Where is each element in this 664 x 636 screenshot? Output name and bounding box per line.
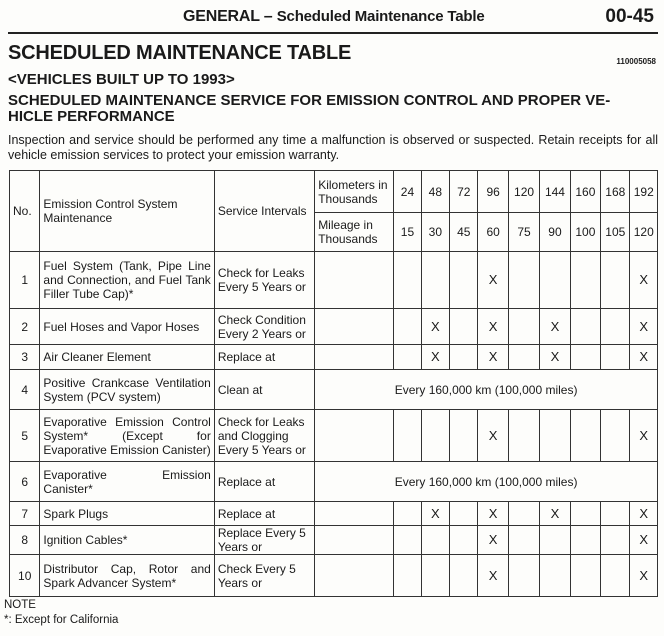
row-mark-cell <box>601 410 630 462</box>
row-number: 3 <box>10 345 40 370</box>
row-mark-cell <box>421 526 449 555</box>
row-mark-cell <box>508 252 539 309</box>
header-km-24: 24 <box>394 171 421 213</box>
row-mark-cell <box>540 252 570 309</box>
row-mark-cell <box>394 252 421 309</box>
row-spacer <box>315 309 394 345</box>
row-mark-cell <box>394 345 421 370</box>
row-mark-cell: X <box>540 502 570 526</box>
row-mark-cell <box>450 555 478 597</box>
header-dash: – <box>263 8 273 25</box>
row-item: Evaporative Emission Control System* (Except for Evaporative Emission Canister) <box>40 410 214 462</box>
row-mark-cell <box>394 502 421 526</box>
header-km-160: 160 <box>570 171 600 213</box>
row-mark-cell: X <box>540 345 570 370</box>
row-mark-cell <box>570 410 600 462</box>
header-mi-30: 30 <box>421 213 449 252</box>
row-number: 1 <box>10 252 40 309</box>
row-interval: Replace at <box>214 462 314 502</box>
row-number: 6 <box>10 462 40 502</box>
row-mark-cell <box>601 345 630 370</box>
header-row-km <box>10 171 658 213</box>
header-mi-label: Mileage in Thousands <box>315 213 394 252</box>
row-mark-cell <box>601 526 630 555</box>
header-mi-100: 100 <box>570 213 600 252</box>
row-mark-cell <box>508 345 539 370</box>
row-mark-cell: X <box>630 252 658 309</box>
header-km-label: Kilometers in Thousands <box>315 171 394 213</box>
row-mark-cell: X <box>478 345 508 370</box>
header-km-72: 72 <box>450 171 478 213</box>
note-text: *: Except for California <box>4 614 119 626</box>
row-mark-cell <box>421 252 449 309</box>
row-spacer <box>315 252 394 309</box>
table-row <box>10 252 658 309</box>
table-row <box>10 345 658 370</box>
table-row <box>10 370 658 410</box>
row-item: Air Cleaner Element <box>40 345 214 370</box>
table-row <box>10 555 658 597</box>
header-km-120: 120 <box>508 171 539 213</box>
header-km-168: 168 <box>601 171 630 213</box>
header-subtitle: Scheduled Maintenance Table <box>276 8 485 25</box>
row-mark-cell <box>508 526 539 555</box>
header-km-192: 192 <box>630 171 658 213</box>
row-mark-cell: X <box>630 555 658 597</box>
page-header <box>8 0 658 34</box>
row-spacer <box>315 502 394 526</box>
row-mark-cell <box>601 502 630 526</box>
row-item: Evaporative Emission Canister* <box>40 462 214 502</box>
row-interval: Check Every 5 Years or <box>214 555 314 597</box>
row-interval: Replace Every 5 Years or <box>214 526 314 555</box>
header-title <box>183 8 484 26</box>
row-mark-cell <box>570 345 600 370</box>
row-mark-cell: X <box>478 555 508 597</box>
row-mark-cell <box>421 555 449 597</box>
header-mi-15: 15 <box>394 213 421 252</box>
row-mark-cell <box>540 555 570 597</box>
header-km-96: 96 <box>478 171 508 213</box>
row-interval: Replace at <box>214 345 314 370</box>
row-number: 7 <box>10 502 40 526</box>
row-mark-cell <box>394 410 421 462</box>
row-interval: Check for Leaks Every 5 Years or <box>214 252 314 309</box>
row-item: Fuel System (Tank, Pipe Line and Connection, and Fuel Tank Filler Tube Cap)* <box>40 252 214 309</box>
row-mark-cell <box>450 526 478 555</box>
row-item: Fuel Hoses and Vapor Hoses <box>40 309 214 345</box>
section-heading-line-2: HICLE PERFORMANCE <box>8 108 175 125</box>
row-mark-cell <box>540 526 570 555</box>
table-row <box>10 502 658 526</box>
row-mark-cell: X <box>478 309 508 345</box>
header-no: No. <box>10 171 40 252</box>
table-row <box>10 309 658 345</box>
row-mark-cell: X <box>540 309 570 345</box>
row-mark-cell: X <box>630 345 658 370</box>
row-mark-cell <box>601 309 630 345</box>
page-title: SCHEDULED MAINTENANCE TABLE <box>8 42 352 64</box>
row-mark-cell: X <box>421 345 449 370</box>
row-mark-cell: X <box>630 526 658 555</box>
row-item: Distributor Cap, Rotor and Spark Advancer System* <box>40 555 214 597</box>
row-spacer <box>315 526 394 555</box>
document-id: 110005058 <box>616 57 656 66</box>
row-mark-cell <box>450 502 478 526</box>
row-mark-cell <box>570 526 600 555</box>
row-mark-cell: X <box>630 410 658 462</box>
row-mark-cell <box>394 555 421 597</box>
row-number: 2 <box>10 309 40 345</box>
row-mark-cell <box>601 252 630 309</box>
page-number: 00-45 <box>605 6 654 27</box>
row-interval-span: Every 160,000 km (100,000 miles) <box>315 462 658 502</box>
row-mark-cell <box>450 345 478 370</box>
header-section: GENERAL <box>183 8 260 25</box>
row-mark-cell <box>570 252 600 309</box>
table-row <box>10 410 658 462</box>
row-spacer <box>315 555 394 597</box>
row-mark-cell <box>570 502 600 526</box>
row-item: Spark Plugs <box>40 502 214 526</box>
header-item: Emission Control System Maintenance <box>40 171 214 252</box>
row-mark-cell <box>540 410 570 462</box>
row-mark-cell: X <box>421 502 449 526</box>
row-mark-cell <box>450 410 478 462</box>
row-spacer <box>315 410 394 462</box>
row-number: 5 <box>10 410 40 462</box>
row-mark-cell <box>601 555 630 597</box>
row-mark-cell <box>508 502 539 526</box>
header-mi-120: 120 <box>630 213 658 252</box>
row-mark-cell <box>394 526 421 555</box>
header-mi-60: 60 <box>478 213 508 252</box>
maintenance-table <box>9 170 658 597</box>
row-spacer <box>315 345 394 370</box>
row-mark-cell <box>421 410 449 462</box>
footnote <box>4 598 118 628</box>
row-interval: Clean at <box>214 370 314 410</box>
row-mark-cell <box>508 410 539 462</box>
row-mark-cell <box>394 309 421 345</box>
row-item: Positive Crankcase Ventilation System (PCV system) <box>40 370 214 410</box>
row-number: 4 <box>10 370 40 410</box>
header-interval: Service Intervals <box>214 171 314 252</box>
row-interval: Replace at <box>214 502 314 526</box>
row-number: 10 <box>10 555 40 597</box>
row-item: Ignition Cables* <box>40 526 214 555</box>
note-label: NOTE <box>4 599 36 611</box>
table-row <box>10 462 658 502</box>
row-mark-cell <box>450 309 478 345</box>
row-mark-cell <box>508 309 539 345</box>
row-mark-cell <box>508 555 539 597</box>
row-mark-cell <box>570 555 600 597</box>
row-number: 8 <box>10 526 40 555</box>
row-mark-cell: X <box>478 502 508 526</box>
header-km-144: 144 <box>540 171 570 213</box>
table-row <box>10 526 658 555</box>
vehicle-scope-heading: <VEHICLES BUILT UP TO 1993> <box>8 71 235 88</box>
row-mark-cell: X <box>630 309 658 345</box>
section-heading <box>8 93 658 125</box>
row-mark-cell: X <box>421 309 449 345</box>
row-mark-cell: X <box>478 526 508 555</box>
header-mi-105: 105 <box>601 213 630 252</box>
row-mark-cell: X <box>630 502 658 526</box>
section-heading-line-1: SCHEDULED MAINTENANCE SERVICE FOR EMISSION CONTROL AND PROPER VE- <box>8 92 611 109</box>
header-km-48: 48 <box>421 171 449 213</box>
header-mi-90: 90 <box>540 213 570 252</box>
row-mark-cell <box>570 309 600 345</box>
row-mark-cell <box>450 252 478 309</box>
row-interval: Check for Leaks and Clogging Every 5 Years or <box>214 410 314 462</box>
row-interval-span: Every 160,000 km (100,000 miles) <box>315 370 658 410</box>
intro-paragraph: Inspection and service should be performed any time a malfunction is observed or suspected. Retain receipts for all vehicle emission services to protect your emission warranty. <box>8 133 658 162</box>
header-mi-45: 45 <box>450 213 478 252</box>
row-mark-cell: X <box>478 252 508 309</box>
row-mark-cell: X <box>478 410 508 462</box>
header-mi-75: 75 <box>508 213 539 252</box>
row-interval: Check Condition Every 2 Years or <box>214 309 314 345</box>
